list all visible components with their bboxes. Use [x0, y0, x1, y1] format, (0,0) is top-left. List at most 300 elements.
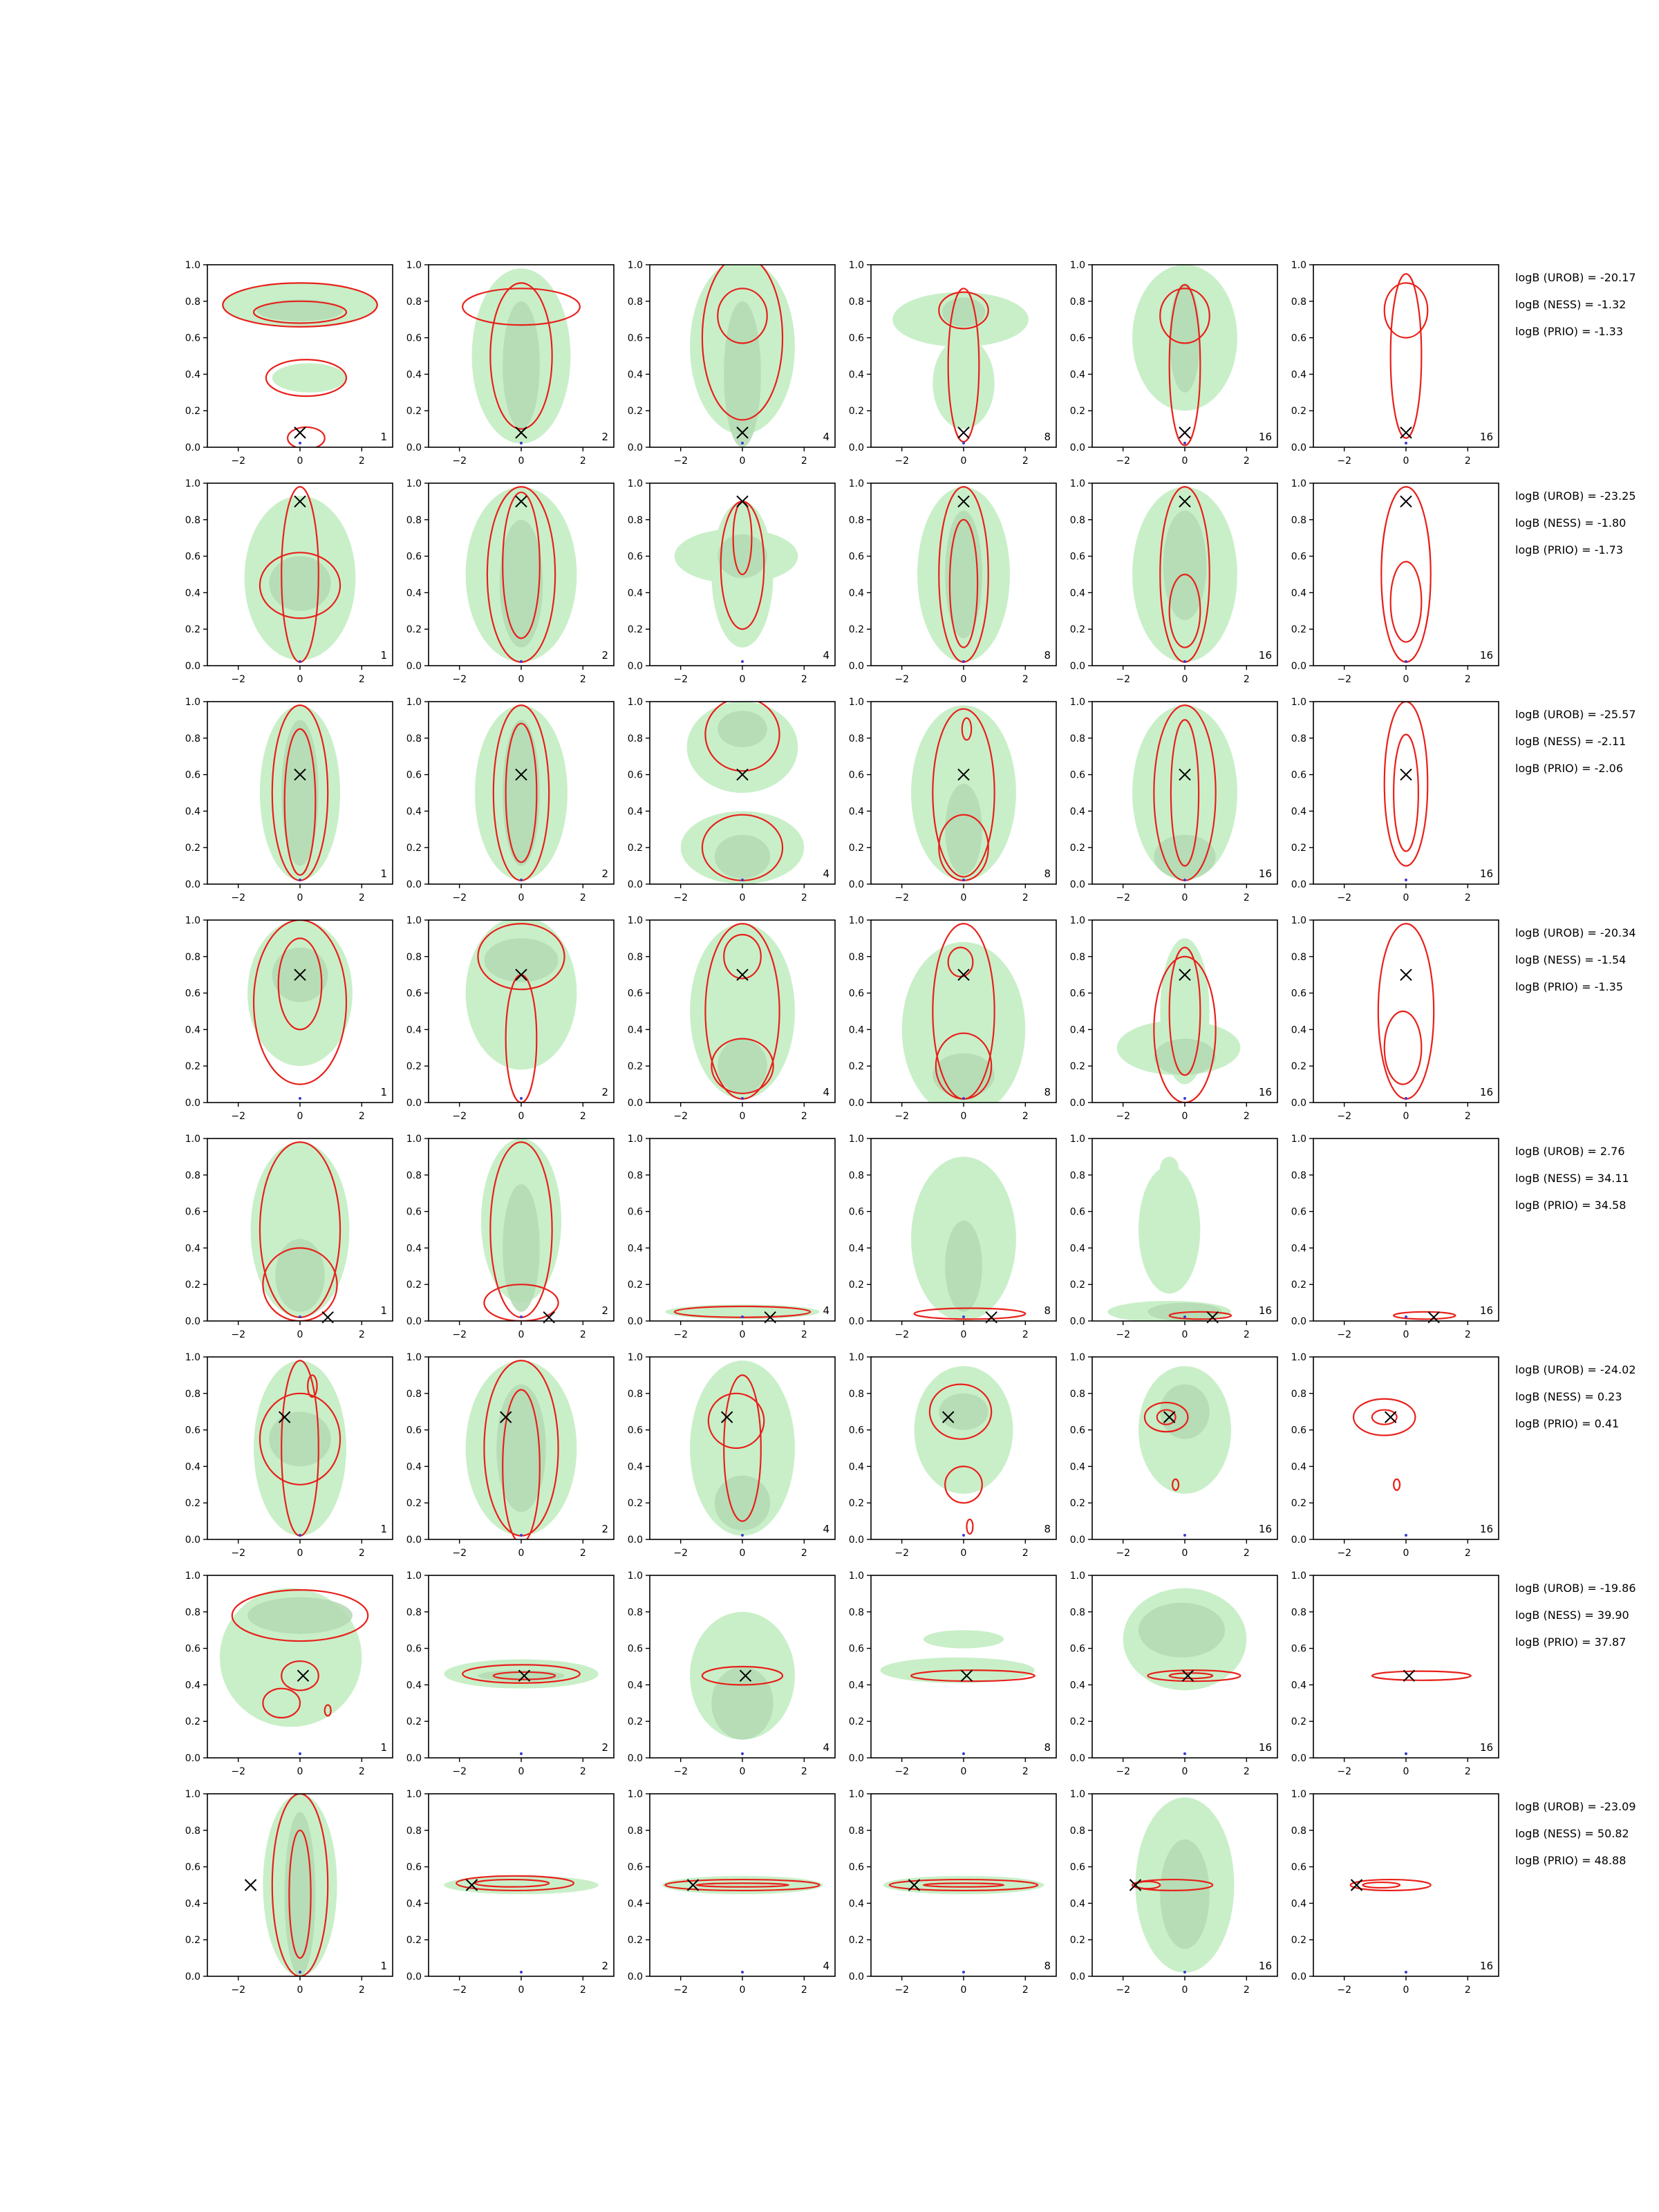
- logb-annotation: logB (NESS) = 39.90: [1515, 1609, 1629, 1622]
- origin-dot: [1183, 442, 1186, 444]
- density-shade-3: [715, 835, 770, 879]
- x-tick-label: −2: [1337, 892, 1351, 903]
- y-tick-label: 0.6: [406, 1862, 422, 1873]
- x-tick-label: −2: [1337, 674, 1351, 685]
- y-tick-label: 1.0: [627, 697, 643, 708]
- panel-badge: 8: [1044, 868, 1051, 880]
- x-tick-label: −2: [452, 1111, 467, 1122]
- x-tick-label: 2: [1243, 1548, 1250, 1559]
- y-tick-label: 0.6: [627, 988, 643, 1000]
- y-tick-label: 0.0: [1069, 1098, 1085, 1109]
- y-tick-label: 1.0: [1291, 478, 1306, 489]
- y-tick-label: 0.2: [1291, 843, 1306, 854]
- panel-badge: 1: [380, 649, 387, 662]
- y-tick-label: 0.0: [627, 1971, 643, 1983]
- y-tick-label: 0.0: [406, 1753, 422, 1764]
- axes-frame: [1313, 702, 1499, 884]
- x-tick-label: −2: [452, 674, 467, 685]
- y-tick-label: 0.0: [1291, 1753, 1306, 1764]
- x-tick-label: 2: [1022, 456, 1029, 467]
- origin-dot: [962, 660, 965, 663]
- y-tick-label: 0.4: [848, 1898, 864, 1910]
- y-tick-label: 0.6: [1069, 988, 1085, 1000]
- contour-line-1: [1391, 274, 1422, 438]
- panel-r7-c4: [1070, 1789, 1277, 1996]
- axes-frame: [1313, 1357, 1499, 1539]
- y-tick-label: 0.2: [185, 1935, 200, 1947]
- y-tick-label: 0.8: [406, 1170, 422, 1181]
- y-tick-label: 0.0: [1291, 1535, 1306, 1546]
- y-tick-label: 0.4: [185, 1243, 200, 1255]
- x-tick-label: 0: [518, 1766, 525, 1777]
- x-tick-label: 2: [1464, 1985, 1471, 1996]
- y-tick-label: 0.0: [848, 661, 864, 672]
- density-shade-2: [718, 711, 767, 747]
- logb-annotation: logB (PRIO) = 37.87: [1515, 1635, 1627, 1649]
- y-tick-label: 0.6: [1291, 1425, 1306, 1436]
- x-tick-label: 2: [579, 1985, 586, 1996]
- y-tick-label: 0.6: [185, 1425, 200, 1436]
- y-tick-label: 0.8: [848, 296, 864, 308]
- origin-dot: [299, 1752, 301, 1755]
- x-tick-label: −2: [673, 1111, 688, 1122]
- y-tick-label: 0.0: [1069, 1535, 1085, 1546]
- x-tick-label: 2: [358, 1766, 365, 1777]
- panel-r5-c0: [185, 1352, 393, 1559]
- y-tick-label: 0.4: [406, 1243, 422, 1255]
- y-tick-label: 0.6: [627, 1862, 643, 1873]
- y-tick-label: 0.6: [1291, 1206, 1306, 1218]
- y-tick-label: 0.2: [406, 1716, 422, 1728]
- y-tick-label: 0.4: [848, 1461, 864, 1473]
- panel-r6-c0: [185, 1571, 393, 1777]
- y-tick-label: 1.0: [406, 478, 422, 489]
- panel-badge: 2: [601, 649, 608, 662]
- y-tick-label: 0.4: [848, 588, 864, 599]
- density-shade-1: [275, 1239, 324, 1312]
- y-tick-label: 1.0: [185, 260, 200, 271]
- density-shade-1: [718, 1039, 767, 1094]
- x-tick-label: 2: [579, 892, 586, 903]
- y-tick-label: 0.8: [1069, 1606, 1085, 1618]
- y-tick-label: 0.0: [848, 1535, 864, 1546]
- panel-badge: 4: [823, 1741, 830, 1754]
- row-0: [185, 256, 1636, 467]
- y-tick-label: 0.6: [185, 1862, 200, 1873]
- x-tick-label: 2: [1464, 892, 1471, 903]
- axes-frame: [1313, 265, 1499, 447]
- y-tick-label: 0.8: [1291, 1825, 1306, 1837]
- y-tick-label: 0.4: [1291, 1898, 1306, 1910]
- y-tick-label: 0.2: [1291, 1716, 1306, 1728]
- y-tick-label: 1.0: [1069, 697, 1085, 708]
- x-tick-label: −2: [1337, 1985, 1351, 1996]
- panel-r0-c0: [185, 260, 393, 467]
- y-tick-label: 0.4: [627, 588, 643, 599]
- y-tick-label: 0.6: [848, 769, 864, 781]
- y-tick-label: 1.0: [406, 1352, 422, 1363]
- panel-badge: 16: [1479, 1304, 1493, 1317]
- origin-dot: [1183, 879, 1186, 881]
- y-tick-label: 0.6: [848, 1862, 864, 1873]
- x-tick-label: 0: [739, 892, 746, 903]
- logb-annotation: logB (NESS) = -1.32: [1515, 298, 1627, 311]
- panel-badge: 8: [1044, 1960, 1051, 1972]
- origin-dot: [1183, 660, 1186, 663]
- panel-r7-c1: [406, 1789, 614, 1996]
- panel-r4-c2: [628, 1134, 835, 1340]
- x-tick-label: 2: [358, 456, 365, 467]
- x-tick-label: 2: [1464, 1329, 1471, 1340]
- y-tick-label: 1.0: [1069, 1134, 1085, 1145]
- x-tick-label: 2: [800, 674, 807, 685]
- y-tick-label: 0.6: [627, 1643, 643, 1655]
- y-tick-label: 0.8: [406, 1388, 422, 1400]
- panel-r3-c0: [185, 915, 393, 1122]
- y-tick-label: 0.4: [1069, 1680, 1085, 1691]
- true-point-marker: [245, 1880, 256, 1891]
- origin-dot: [299, 1097, 301, 1100]
- panel-badge: 1: [380, 868, 387, 880]
- panel-r4-c0: [185, 1134, 393, 1340]
- y-tick-label: 0.2: [1291, 1280, 1306, 1291]
- panel-badge: 16: [1258, 1086, 1272, 1098]
- x-tick-label: 0: [739, 1111, 746, 1122]
- y-tick-label: 1.0: [848, 1352, 864, 1363]
- density-shade-1: [1160, 1839, 1209, 1949]
- y-tick-label: 0.4: [848, 1243, 864, 1255]
- x-tick-label: 2: [1022, 892, 1029, 903]
- y-tick-label: 0.4: [185, 1461, 200, 1473]
- y-tick-label: 1.0: [406, 1134, 422, 1145]
- y-tick-label: 0.0: [848, 1316, 864, 1327]
- y-tick-label: 0.4: [185, 1680, 200, 1691]
- y-tick-label: 0.6: [627, 1206, 643, 1218]
- origin-dot: [1405, 660, 1407, 663]
- x-tick-label: 0: [1181, 456, 1188, 467]
- y-tick-label: 1.0: [627, 1134, 643, 1145]
- x-tick-label: 0: [297, 1985, 303, 1996]
- y-tick-label: 0.2: [848, 406, 864, 418]
- contour-line-0: [1353, 1399, 1415, 1436]
- x-tick-label: 0: [1181, 1766, 1188, 1777]
- y-tick-label: 0.4: [185, 588, 200, 599]
- y-tick-label: 0.0: [185, 1753, 200, 1764]
- x-tick-label: 0: [1403, 1111, 1409, 1122]
- x-tick-label: 2: [1243, 1111, 1250, 1122]
- density-shade-2: [942, 298, 986, 327]
- y-tick-label: 0.8: [848, 1388, 864, 1400]
- contour-line-1: [1385, 1011, 1422, 1085]
- y-tick-label: 0.8: [1291, 1606, 1306, 1618]
- density-shade-4: [272, 364, 346, 393]
- x-tick-label: −2: [452, 1766, 467, 1777]
- panel-badge: 16: [1479, 1086, 1493, 1098]
- panel-badge: 8: [1044, 431, 1051, 443]
- x-tick-label: 2: [800, 1985, 807, 1996]
- y-tick-label: 0.8: [1069, 733, 1085, 744]
- x-tick-label: −2: [231, 1985, 245, 1996]
- x-tick-label: −2: [452, 1329, 467, 1340]
- y-tick-label: 0.2: [185, 1498, 200, 1510]
- y-tick-label: 0.4: [1291, 806, 1306, 818]
- x-tick-label: 2: [1022, 1548, 1029, 1559]
- y-tick-label: 0.2: [185, 406, 200, 418]
- y-tick-label: 0.8: [406, 951, 422, 963]
- panel-badge: 16: [1479, 1741, 1493, 1754]
- y-tick-label: 0.6: [406, 1643, 422, 1655]
- y-tick-label: 0.2: [406, 406, 422, 418]
- origin-dot: [1405, 442, 1407, 444]
- y-tick-label: 0.0: [185, 1971, 200, 1983]
- y-tick-label: 0.4: [406, 806, 422, 818]
- y-tick-label: 0.4: [1291, 1243, 1306, 1255]
- y-tick-label: 0.2: [185, 1280, 200, 1291]
- x-tick-label: −2: [1116, 1111, 1130, 1122]
- y-tick-label: 0.8: [848, 1170, 864, 1181]
- y-tick-label: 0.8: [848, 733, 864, 744]
- panel-badge: 8: [1044, 1086, 1051, 1098]
- x-tick-label: 2: [358, 892, 365, 903]
- x-tick-label: 2: [1464, 1766, 1471, 1777]
- y-tick-label: 0.2: [848, 1716, 864, 1728]
- panel-badge: 1: [380, 1304, 387, 1317]
- y-tick-label: 0.0: [185, 1098, 200, 1109]
- panel-r0-c5: [1291, 260, 1499, 467]
- logb-annotation: logB (UROB) = -20.34: [1515, 926, 1636, 939]
- y-tick-label: 0.6: [1291, 551, 1306, 563]
- x-tick-label: 2: [579, 1548, 586, 1559]
- y-tick-label: 0.6: [848, 551, 864, 563]
- panel-badge: 4: [823, 649, 830, 662]
- y-tick-label: 0.8: [185, 951, 200, 963]
- x-tick-label: 2: [1243, 892, 1250, 903]
- y-tick-label: 0.8: [627, 733, 643, 744]
- panel-badge: 1: [380, 1086, 387, 1098]
- x-tick-label: −2: [894, 1329, 909, 1340]
- x-tick-label: 0: [1403, 1766, 1409, 1777]
- y-tick-label: 0.2: [627, 1498, 643, 1510]
- x-tick-label: −2: [673, 1548, 688, 1559]
- panel-r5-c5: [1291, 1352, 1499, 1559]
- origin-dot: [520, 1534, 523, 1537]
- panel-badge: 2: [601, 1960, 608, 1972]
- y-tick-label: 0.6: [1291, 1643, 1306, 1655]
- y-tick-label: 0.2: [406, 1498, 422, 1510]
- y-tick-label: 1.0: [848, 260, 864, 271]
- panel-badge: 4: [823, 1086, 830, 1098]
- axes-frame: [1313, 1794, 1499, 1976]
- y-tick-label: 0.8: [1069, 951, 1085, 963]
- x-tick-label: −2: [1116, 1329, 1130, 1340]
- true-point-marker: [1179, 427, 1190, 438]
- y-tick-label: 0.8: [848, 951, 864, 963]
- true-point-marker: [1400, 427, 1412, 438]
- panel-badge: 4: [823, 868, 830, 880]
- y-tick-label: 0.0: [848, 1098, 864, 1109]
- panel-r1-c5: [1291, 478, 1499, 685]
- y-tick-label: 0.6: [1291, 1862, 1306, 1873]
- origin-dot: [741, 1097, 744, 1100]
- y-tick-label: 0.2: [1069, 1280, 1085, 1291]
- y-tick-label: 0.4: [1291, 1680, 1306, 1691]
- y-tick-label: 0.6: [848, 988, 864, 1000]
- contour-line-4: [966, 1519, 973, 1534]
- y-tick-label: 0.6: [406, 332, 422, 344]
- x-tick-label: 0: [960, 1111, 967, 1122]
- origin-dot: [741, 442, 744, 444]
- panel-r0-c2: [628, 256, 835, 467]
- y-tick-label: 0.8: [1069, 1825, 1085, 1837]
- origin-dot: [520, 660, 523, 663]
- x-tick-label: 2: [1022, 1985, 1029, 1996]
- logb-annotation: logB (PRIO) = 34.58: [1515, 1199, 1627, 1212]
- x-tick-label: −2: [452, 1985, 467, 1996]
- y-tick-label: 0.2: [627, 1061, 643, 1073]
- density-shade-1: [711, 1667, 773, 1740]
- x-tick-label: −2: [1337, 456, 1351, 467]
- x-tick-label: −2: [673, 1985, 688, 1996]
- y-tick-label: 0.4: [1291, 1461, 1306, 1473]
- x-tick-label: −2: [673, 1766, 688, 1777]
- panel-badge: 8: [1044, 1741, 1051, 1754]
- y-tick-label: 1.0: [1069, 915, 1085, 926]
- origin-dot: [520, 1315, 523, 1318]
- origin-dot: [962, 1534, 965, 1537]
- y-tick-label: 1.0: [1291, 260, 1306, 271]
- panel-r7-c0: [185, 1789, 393, 1996]
- y-tick-label: 0.0: [848, 879, 864, 890]
- density-shade-1: [715, 1476, 770, 1530]
- y-tick-label: 1.0: [1291, 697, 1306, 708]
- y-tick-label: 0.8: [1069, 1388, 1085, 1400]
- x-tick-label: 0: [960, 1766, 967, 1777]
- logb-annotation: logB (NESS) = 34.11: [1515, 1172, 1629, 1185]
- x-tick-label: 0: [739, 674, 746, 685]
- y-tick-label: 0.8: [1291, 1170, 1306, 1181]
- panel-badge: 1: [380, 431, 387, 443]
- y-tick-label: 0.0: [1291, 1316, 1306, 1327]
- x-tick-label: −2: [1337, 1548, 1351, 1559]
- x-tick-label: 2: [1022, 674, 1029, 685]
- x-tick-label: −2: [231, 1329, 245, 1340]
- density-shade-0: [915, 1366, 1013, 1494]
- contour-line-0: [1381, 487, 1430, 662]
- origin-dot: [1405, 1097, 1407, 1100]
- x-tick-label: 0: [518, 1548, 525, 1559]
- x-tick-label: 2: [1464, 1111, 1471, 1122]
- panel-r5-c4: [1070, 1352, 1277, 1559]
- y-tick-label: 0.4: [1069, 588, 1085, 599]
- x-tick-label: −2: [1337, 1766, 1351, 1777]
- y-tick-label: 0.2: [185, 843, 200, 854]
- density-shade-1: [939, 1394, 988, 1430]
- panel-r6-c2: [628, 1571, 835, 1777]
- y-tick-label: 0.0: [1069, 1316, 1085, 1327]
- density-shade-0: [662, 1876, 823, 1894]
- panel-badge: 1: [380, 1960, 387, 1972]
- y-tick-label: 0.6: [406, 551, 422, 563]
- panel-r1-c1: [406, 478, 614, 685]
- origin-dot: [299, 879, 301, 881]
- panel-r2-c0: [185, 697, 393, 903]
- logb-annotation: logB (PRIO) = -2.06: [1515, 762, 1623, 775]
- y-tick-label: 0.0: [406, 1971, 422, 1983]
- x-tick-label: 2: [1022, 1111, 1029, 1122]
- y-tick-label: 0.0: [1291, 1098, 1306, 1109]
- panel-badge: 16: [1258, 1523, 1272, 1535]
- origin-dot: [1405, 1971, 1407, 1974]
- y-tick-label: 0.4: [627, 1898, 643, 1910]
- y-tick-label: 0.6: [848, 1643, 864, 1655]
- row-3: [185, 915, 1636, 1122]
- x-tick-label: −2: [1337, 1111, 1351, 1122]
- y-tick-label: 0.4: [1069, 1461, 1085, 1473]
- y-tick-label: 1.0: [1069, 478, 1085, 489]
- x-tick-label: −2: [673, 1329, 688, 1340]
- panel-r1-c0: [185, 478, 393, 685]
- x-tick-label: 0: [1403, 674, 1409, 685]
- y-tick-label: 0.0: [185, 661, 200, 672]
- logb-annotation: logB (PRIO) = 48.88: [1515, 1854, 1627, 1867]
- y-tick-label: 1.0: [848, 1571, 864, 1582]
- density-shade-1: [269, 1412, 330, 1466]
- axes-frame: [650, 1138, 835, 1321]
- contour-line-2: [1394, 1479, 1400, 1490]
- y-tick-label: 0.6: [406, 769, 422, 781]
- x-tick-label: 2: [800, 1111, 807, 1122]
- x-tick-label: 2: [358, 1329, 365, 1340]
- density-shade-1: [503, 720, 540, 865]
- origin-dot: [299, 1534, 301, 1537]
- y-tick-label: 0.2: [848, 1061, 864, 1073]
- y-tick-label: 0.6: [185, 988, 200, 1000]
- y-tick-label: 1.0: [185, 1352, 200, 1363]
- true-point-marker: [294, 427, 306, 438]
- density-shade-1: [945, 784, 982, 875]
- contour-line-0: [1372, 1671, 1471, 1680]
- x-tick-label: 0: [297, 674, 303, 685]
- y-tick-label: 0.8: [406, 1825, 422, 1837]
- density-shade-1: [1138, 1603, 1225, 1658]
- x-tick-label: −2: [894, 1548, 909, 1559]
- x-tick-label: −2: [1116, 1548, 1130, 1559]
- density-shade-1: [724, 301, 761, 447]
- y-tick-label: 0.6: [1069, 332, 1085, 344]
- y-tick-label: 1.0: [848, 915, 864, 926]
- x-tick-label: 0: [1403, 456, 1409, 467]
- y-tick-label: 0.8: [1291, 951, 1306, 963]
- x-tick-label: −2: [1116, 1766, 1130, 1777]
- origin-dot: [962, 1971, 965, 1974]
- y-tick-label: 0.4: [185, 1024, 200, 1036]
- true-point-marker: [1385, 1412, 1396, 1423]
- y-tick-label: 0.0: [406, 1316, 422, 1327]
- panel-r5-c3: [849, 1352, 1056, 1559]
- x-tick-label: 2: [579, 674, 586, 685]
- y-tick-label: 1.0: [848, 478, 864, 489]
- density-shade-1: [1160, 1385, 1209, 1439]
- x-tick-label: 0: [960, 1329, 967, 1340]
- panel-r0-c3: [849, 260, 1056, 467]
- y-tick-label: 0.4: [1069, 369, 1085, 381]
- y-tick-label: 0.8: [185, 1606, 200, 1618]
- x-tick-label: −2: [894, 892, 909, 903]
- origin-dot: [741, 660, 744, 663]
- x-tick-label: −2: [452, 892, 467, 903]
- y-tick-label: 0.6: [185, 1206, 200, 1218]
- y-tick-label: 0.6: [406, 1206, 422, 1218]
